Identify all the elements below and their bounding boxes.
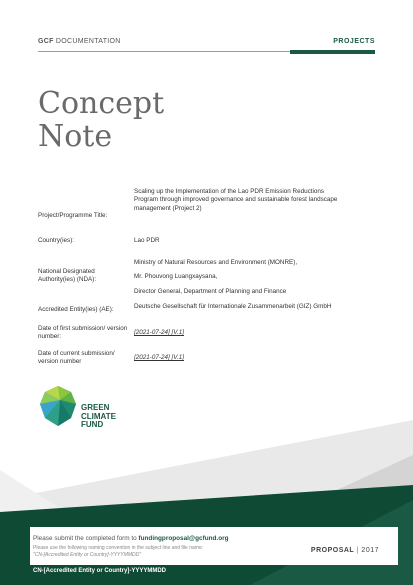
title-line-1: Concept: [38, 86, 165, 121]
field-value: [2021-07-24] [V.1]: [134, 354, 184, 361]
field-label: Date of first submission/ version number:: [38, 325, 128, 341]
field-label: National Designated Authority(ies) (NDA):: [38, 268, 97, 284]
nda-line: Ministry of Natural Resources and Environment (MONRE),: [134, 259, 298, 266]
field-label: Project/Programme Title:: [38, 212, 108, 219]
field-value: [2021-07-24] [V.1]: [134, 329, 184, 336]
submission-email-link[interactable]: fundingproposal@gcfund.org: [138, 535, 229, 542]
field-value: Lao PDR: [134, 237, 160, 244]
doc-type-label: GCF DOCUMENTATION: [38, 38, 121, 45]
naming-convention-format: "CN-[Accredited Entity or Country]-YYYYMMDD": [33, 552, 142, 558]
partial-footer-text: CN-[Accredited Entity or Country]-YYYYMMDD: [33, 568, 167, 574]
nda-line: Director General, Department of Planning and Finance: [134, 287, 287, 295]
proposal-badge: PROPOSAL | 2017: [310, 547, 379, 554]
title-line-2: Note: [38, 119, 113, 154]
field-label: Date of current submission/ version number: [38, 350, 115, 366]
nda-line: Mr. Phouvong Luangxaysana,: [134, 273, 218, 281]
field-label: Country(ies):: [38, 237, 75, 244]
submission-instruction: Please submit the completed form to fundingproposal@gcfund.org: [33, 535, 229, 542]
section-label: PROJECTS: [333, 38, 375, 45]
gcf-logo-wordmark: GREEN CLIMATE FUND: [81, 403, 116, 430]
naming-convention-note: Please use the following naming convention in the subject line and file name:: [33, 545, 204, 551]
field-value: Scaling up the Implementation of the Lao PDR Emission Reductions Program through improved governance and sustainable forest landscape management (Project 2): [134, 188, 338, 212]
field-value: Deutsche Gesellschaft für Internationale Zusammenarbeit (GIZ) GmbH: [134, 303, 332, 310]
field-label: Accredited Entity(ies) (AE):: [38, 306, 114, 313]
